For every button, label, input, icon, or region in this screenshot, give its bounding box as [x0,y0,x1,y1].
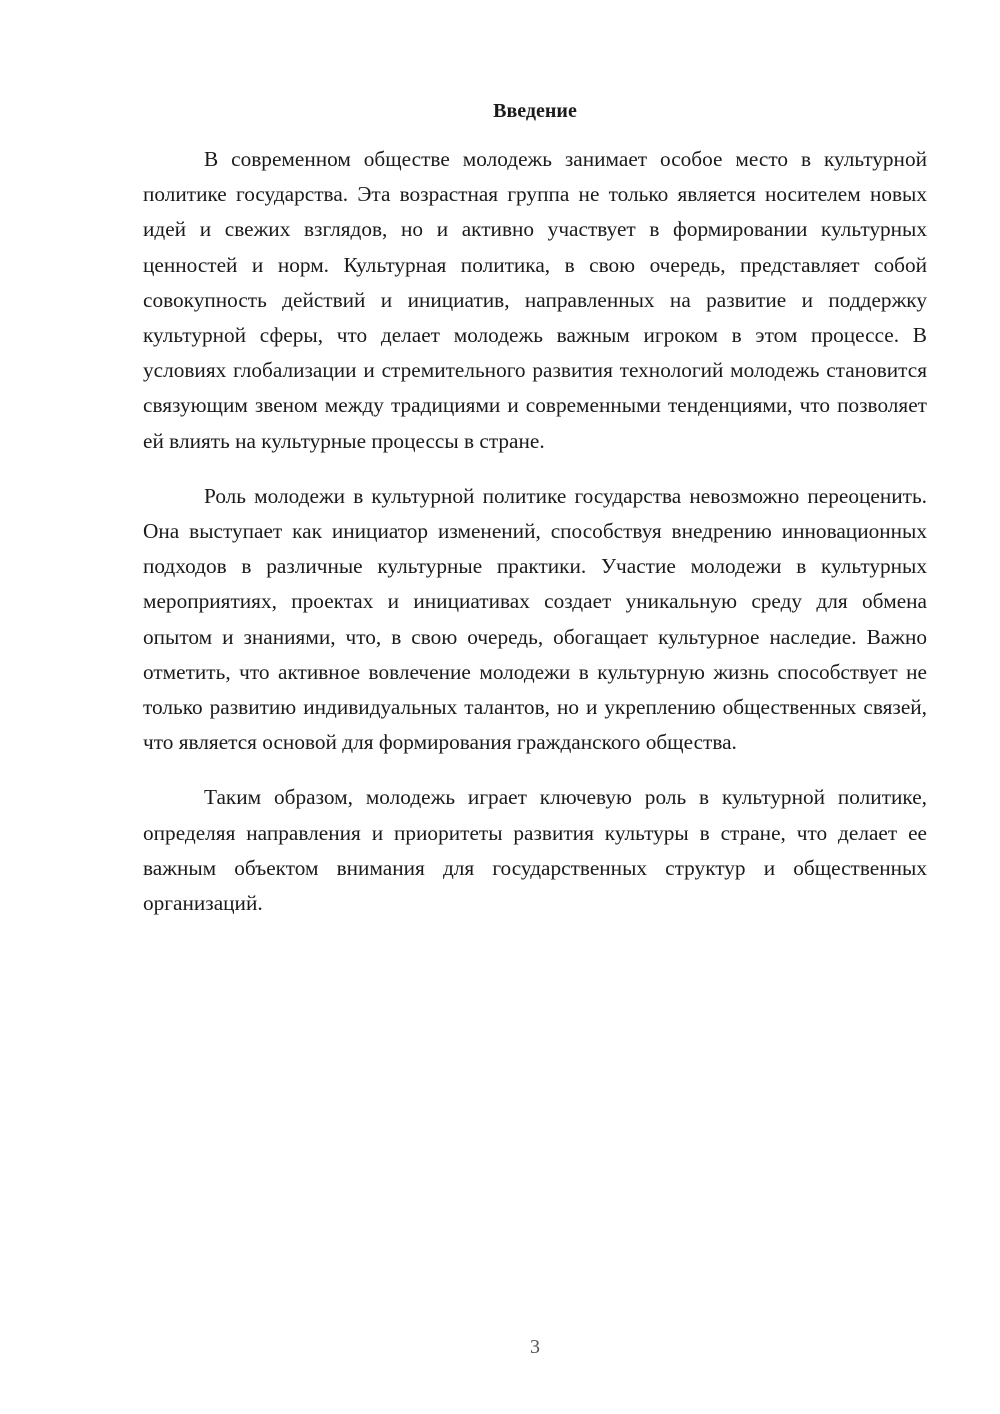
page-number: 3 [530,1336,540,1358]
paragraph-3: Таким образом, молодежь играет ключевую роль в культурной политике, определяя направления и приоритеты развития культуры в стране, что делает ее важным объектом внимания для государственных структур и общественных организаций. [143,785,927,916]
paragraph-1: В современном обществе молодежь занимает особое место в культурной политике государства. Эта возрастная группа не только является носителем новых идей и свежих взглядов, но и активно участвует в формировании культурных ценностей и норм. Культурная политика, в свою очередь, представляет собой совокупность действий и инициатив, направленных на развитие и поддержку культурной сферы, что делает молодежь важным игроком в этом процессе. В условиях глобализации и стремительного развития технологий молодежь становится связующим звеном между традициями и современными тенденциями, что позволяет ей влиять на культурные процессы в стране. [143,147,927,453]
paragraph-2: Роль молодежи в культурной политике государства невозможно переоценить. Она выступает как инициатор изменений, способствуя внедрению инновационных подходов в различные культурные практики. Участие молодежи в культурных мероприятиях, проектах и инициативах создает уникальную среду для обмена опытом и знаниями, что, в свою очередь, обогащает культурное наследие. Важно отметить, что активное вовлечение молодежи в культурную жизнь способствует не только развитию индивидуальных талантов, но и укреплению общественных связей, что является основой для формирования гражданского общества. [143,483,927,755]
section-heading: Введение [493,100,577,122]
body-text [143,142,927,941]
